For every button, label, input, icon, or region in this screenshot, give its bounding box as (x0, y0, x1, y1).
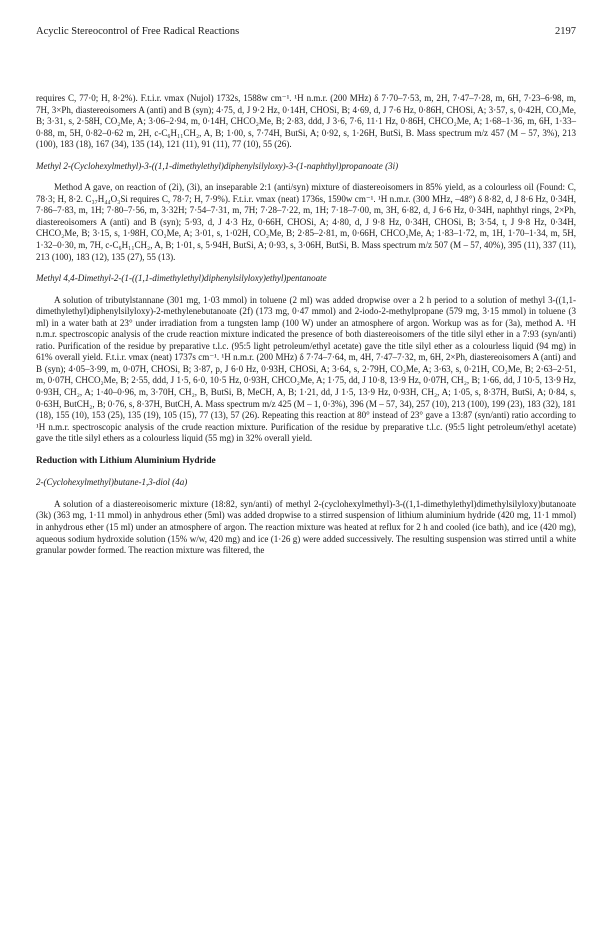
body-text (36, 93, 576, 557)
compound-heading-3i: Methyl 2-(Cyclohexylmethyl)-3-((1,1-dimethylethyl)diphenylsilyloxy)-3-(1-naphthyl)propanoate (3i) (36, 160, 399, 171)
running-head (36, 26, 576, 37)
paragraph-nmr-continuation: requires C, 77·0; H, 8·2%). F.t.i.r. νmax (Nujol) 1732s, 1588w cm⁻¹. ¹H n.m.r. (200 MHz) δ 7·70–7·53, m, 2H, 7·47–7·28, m, 6H, 7·23–6·98, m, 7H, 3×Ph, diastereoisomers A (anti) and B (syn); 4·75, d, J 9·2 Hz, 0·14H, CHOSi, B; 4·69, d, J 7·6 Hz, 0·86H, CHOSi, A; 3·57, s, 0·42H, CO₂Me, B; 3·31, s, 2·58H, CO₂Me, A; 3·06–2·94, m, 0·14H, CHCO₂Me, B; 2·83, ddd, J 3·6, 7·6, 11·1 Hz, 0·86H, CHCO₂Me, A; 1·68–1·36, m, 6H, 1·33–0·88, m, 5H, 0·82–0·62 m, 2H, c-C₆H₁₁CH₂, A, B; 1·00, s, 7·74H, ButSi, A; 0·92, s, 1·26H, ButSi, B. Mass spectrum m/z 457 (M – 57, 3%), 213 (100), 183 (18), 167 (34), 135 (14), 121 (11), 91 (11), 77 (10), 55 (26). (36, 93, 576, 150)
paragraph-4a: A solution of a diastereoisomeric mixture (18:82, syn/anti) of methyl 2-(cyclohexylmethyl)-3-((1,1-dimethylethyl)dimethylsilyloxy)butanoate (3k) (363 mg, 1·11 mmol) in anhydrous ether (5ml) was added dropwise to a stirred suspension of lithium aluminium hydride (420 mg, 11·1 mmol) in anhydrous ether (15 ml) under an atmosphere of argon. The reaction mixture was heated at reflux for 2 h and cooled (ice bath), and ice (420 mg), aqueous sodium hydroxide solution (15% w/w, 420 mg) and ice (1·26 g) were added successively. The resulting suspension was stirred until a white granular powder formed. The reaction mixture was filtered, the (36, 498, 576, 556)
page-number: 2197 (555, 26, 576, 37)
compound-heading-4a: 2-(Cyclohexylmethyl)butane-1,3-diol (4a) (36, 477, 188, 488)
running-title: Acyclic Stereocontrol of Free Radical Reactions (36, 26, 240, 37)
paragraph-3i: Method A gave, on reaction of (2i), (3i), an inseparable 2:1 (anti/syn) mixture of diastereoisomers in 85% yield, as a colourless oil (Found: C, 78·3; H, 8·2. C₃₇H₄₄O₃Si requires C, 78·7; H, 7·9%). F.t.i.r. νmax (neat) 1736s, 1590w cm⁻¹. ¹H n.m.r. (300 MHz, –48°) δ 8·82, d, J 8·6 Hz, 0·34H, 7·86–7·83, m, 1H; 7·80–7·56, m, 3·32H; 7·54–7·31, m, 7H; 7·28–7·22, m, 1H; 7·18–7·00, m, 3H, 6·82, d, J 6·6 Hz, 0·34H, naphthyl rings, 2×Ph, diastereoisomers A (anti) and B (syn); 5·93, d, J 4·3 Hz, 0·66H, CHOSi, A; 4·80, d, J 9·8 Hz, 0·34H, CHOSi, B; 3·54, t, J 9·8 Hz, 0·34H, CHCO₂Me, B; 3·15, s, 1·98H, CO₂Me, A; 3·01, s, 1·02H, CO₂Me, B; 2·85–2·81, m, 0·66H, CHCO₂Me, A; 1·83–1·72, m, 1H, 1·70–1·34, m, 5H, 1·32–0·30, m, 7H, c-C₆H₁₁CH₂, A, B; 1·01, s, 5·94H, ButSi, A; 0·93, s, 3·06H, ButSi, B. Mass spectrum m/z 507 (M – 57, 40%), 395 (11), 337 (11), 213 (100), 183 (12), 135 (27), 55 (13). (36, 182, 576, 262)
section-heading-reduction: Reduction with Lithium Aluminium Hydride (36, 455, 216, 466)
compound-heading-pentanoate: Methyl 4,4-Dimethyl-2-(1-((1,1-dimethylethyl)diphenylsilyloxy)ethyl)pentanoate (36, 273, 327, 284)
paragraph-pentanoate: A solution of tributylstannane (301 mg, 1·03 mmol) in toluene (2 ml) was added dropwise over a 2 h period to a solution of methyl 3-((1,1-dimethylethyl)diphenylsilyloxy)-2-methylenebutanoate (2f) (173 mg, 0·47 mmol) and 2-iodo-2-methylpropane (579 mg, 3·15 mmol) in toluene (3 ml) in a water bath at 23° under irradiation from a tungsten lamp (100 W) under an atmosphere of argon. Workup was as for (3a), method A. ¹H n.m.r. spectroscopic analysis of the crude reaction mixture indicated the presence of both diastereoisomers of the title silyl ether in a 7:93 (syn/anti) ratio. Purification of the residue by preparative t.l.c. (95:5 light petroleum/ethyl acetate) gave the title silyl ether as a colourless liquid (94 mg) in 61% overall yield. F.t.i.r. νmax (neat) 1737s cm⁻¹. ¹H n.m.r. (200 MHz) δ 7·74–7·64, m, 4H, 7·47–7·32, m, 6H, 2×Ph, diastereoisomers A (anti) and B (syn); 4·05–3·99, m, 0·07H, CHOSi, B; 3·87, p, J 6·0 Hz, 0·93H, CHOSi, A; 3·64, s, 2·79H, CO₂Me, A; 3·63, s, 0·21H, CO₂Me, B; 2·63–2·51, m, 0·07H, CHCO₂Me, B; 2·55, ddd, J 1·5, 6·0, 10·5 Hz, 0·93H, CHCO₂Me, A; 1·75, dd, J 10·8, 13·9 Hz, 0·07H, CH₂, B; 1·66, dd, J 10·5, 13·9 Hz, 0·93H, CH₂, A; 1·40–0·96, m, 3·70H, CH₂, B, ButSi, B, MeCH, A, B; 1·21, dd, J 1·5, 13·9 Hz, 0·93H, CH₂, A; 1·05, s, 8·37H, ButSi, A; 0·84, s, 0·63H, ButCH₂, B; 0·76, s, 8·37H, ButCH, A. Mass spectrum m/z 425 (M – 1, 0·3%), 396 (M – 57, 34), 257 (10), 213 (100), 199 (23), 183 (32), 181 (18), 155 (10), 153 (25), 135 (19), 105 (15), 77 (13), 57 (26). Repeating this reaction at 80° instead of 23° gave a 13:87 (syn/anti) ratio according to ¹H n.m.r. spectroscopic analysis of the crude reaction mixture. Purification of the residue by preparative t.l.c. (95:5 light petroleum/ethyl acetate) gave the title silyl ethers as a colourless liquid (55 mg) in 32% overall yield. (36, 294, 576, 444)
